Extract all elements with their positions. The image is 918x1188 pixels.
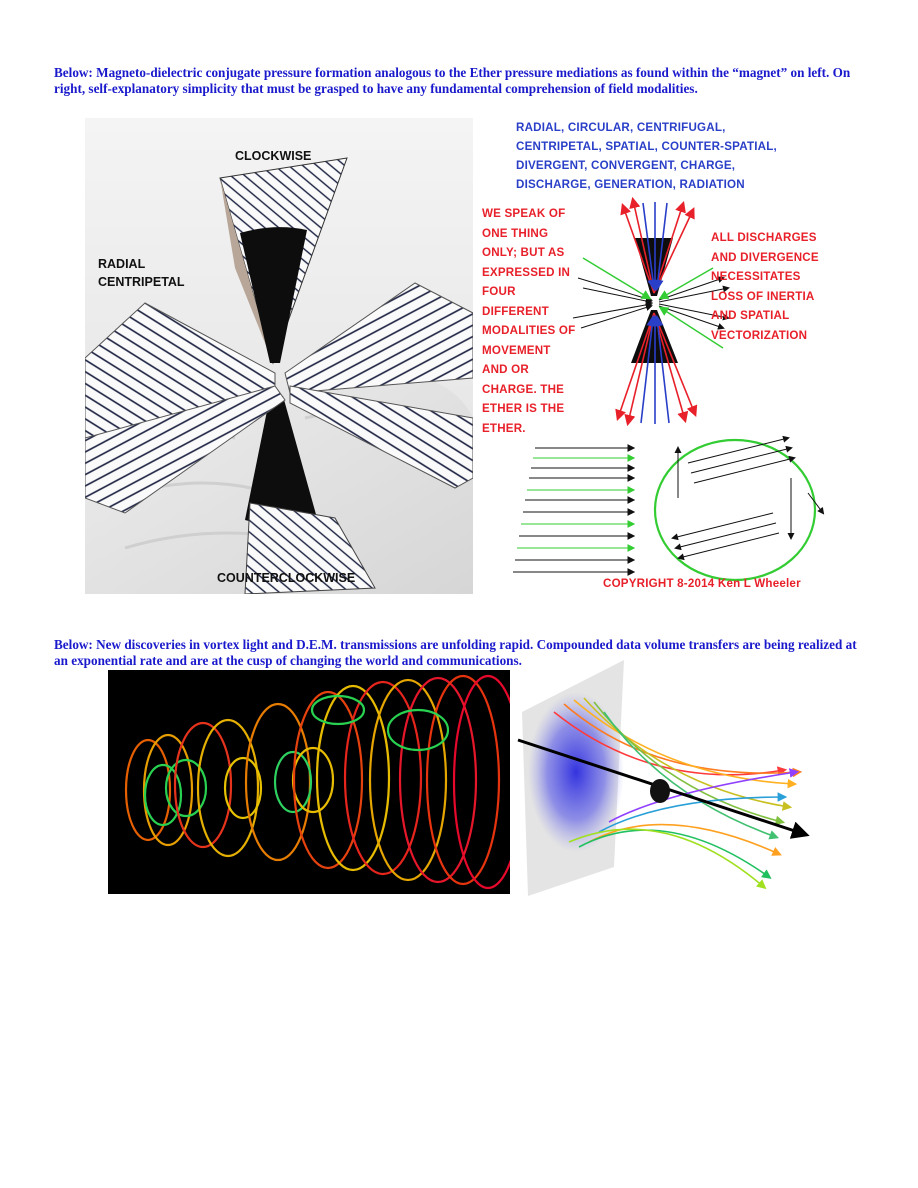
diagram-red-left-3: ONLY; BUT AS bbox=[482, 246, 565, 259]
diagram-copyright: COPYRIGHT 8-2014 Ken L Wheeler bbox=[603, 577, 801, 590]
diagram-red-right-4: LOSS OF INERTIA bbox=[711, 289, 815, 303]
diagram-red-left-4: EXPRESSED IN bbox=[482, 265, 571, 279]
diagram-red-right-1: ALL DISCHARGES bbox=[711, 231, 817, 244]
diagram-red-left-11: ETHER IS THE bbox=[482, 402, 565, 415]
diagram-red-left-10: CHARGE. THE bbox=[482, 382, 565, 396]
vortex-light-photo bbox=[108, 670, 510, 894]
diagram-blue-line-2: CENTRIPETAL, SPATIAL, COUNTER-SPATIAL, bbox=[516, 140, 777, 153]
diagram-red-left-12: ETHER. bbox=[482, 421, 526, 435]
field-modalities-diagram bbox=[473, 118, 833, 594]
diagram-red-left-5: FOUR bbox=[482, 285, 516, 298]
diagram-blue-line-4: DISCHARGE, GENERATION, RADIATION bbox=[516, 178, 745, 191]
diagram-red-left-8: MOVEMENT bbox=[482, 343, 551, 357]
diagram-blue-line-3: DIVERGENT, CONVERGENT, CHARGE, bbox=[516, 159, 736, 172]
label-counterclockwise: COUNTERCLOCKWISE bbox=[217, 571, 356, 585]
magnet-model-illustration bbox=[85, 118, 473, 594]
diagram-red-right-6: VECTORIZATION bbox=[711, 328, 808, 342]
label-radial: RADIAL bbox=[98, 257, 146, 271]
label-clockwise: CLOCKWISE bbox=[235, 149, 312, 163]
dem-beam-illustration bbox=[514, 642, 814, 896]
diagram-red-left-7: MODALITIES OF bbox=[482, 324, 576, 337]
vortex-light-illustration bbox=[108, 670, 510, 894]
diagram-red-left-1: WE SPEAK OF bbox=[482, 207, 566, 220]
caption-top: Below: Magneto-dielectric conjugate pressure formation analogous to the Ether pressure mediations as found within the “magnet” on left. On right, self-explanatory simplicity that must be grasped to have any fundamental comprehension of field modalities. bbox=[54, 65, 851, 96]
magnet-model-photo bbox=[85, 118, 473, 594]
diagram-blue-line-1: RADIAL, CIRCULAR, CENTRIFUGAL, bbox=[516, 121, 726, 134]
caption-bottom: Below: New discoveries in vortex light and D.E.M. transmissions are unfolding rapid. Compounded data volume transfers are being realized at an exponential rate and are at the cusp of changing the world and communications. bbox=[54, 637, 857, 668]
diagram-red-left-2: ONE THING bbox=[482, 226, 549, 240]
diagram-red-left-9: AND OR bbox=[482, 363, 529, 376]
diagram-red-right-5: AND SPATIAL bbox=[711, 309, 790, 322]
label-centripetal: CENTRIPETAL bbox=[98, 275, 185, 289]
diagram-red-right-2: AND DIVERGENCE bbox=[711, 250, 819, 264]
dem-transmission-diagram bbox=[514, 642, 814, 896]
diagram-red-right-3: NECESSITATES bbox=[711, 270, 801, 283]
diagram-red-left-6: DIFFERENT bbox=[482, 304, 549, 318]
